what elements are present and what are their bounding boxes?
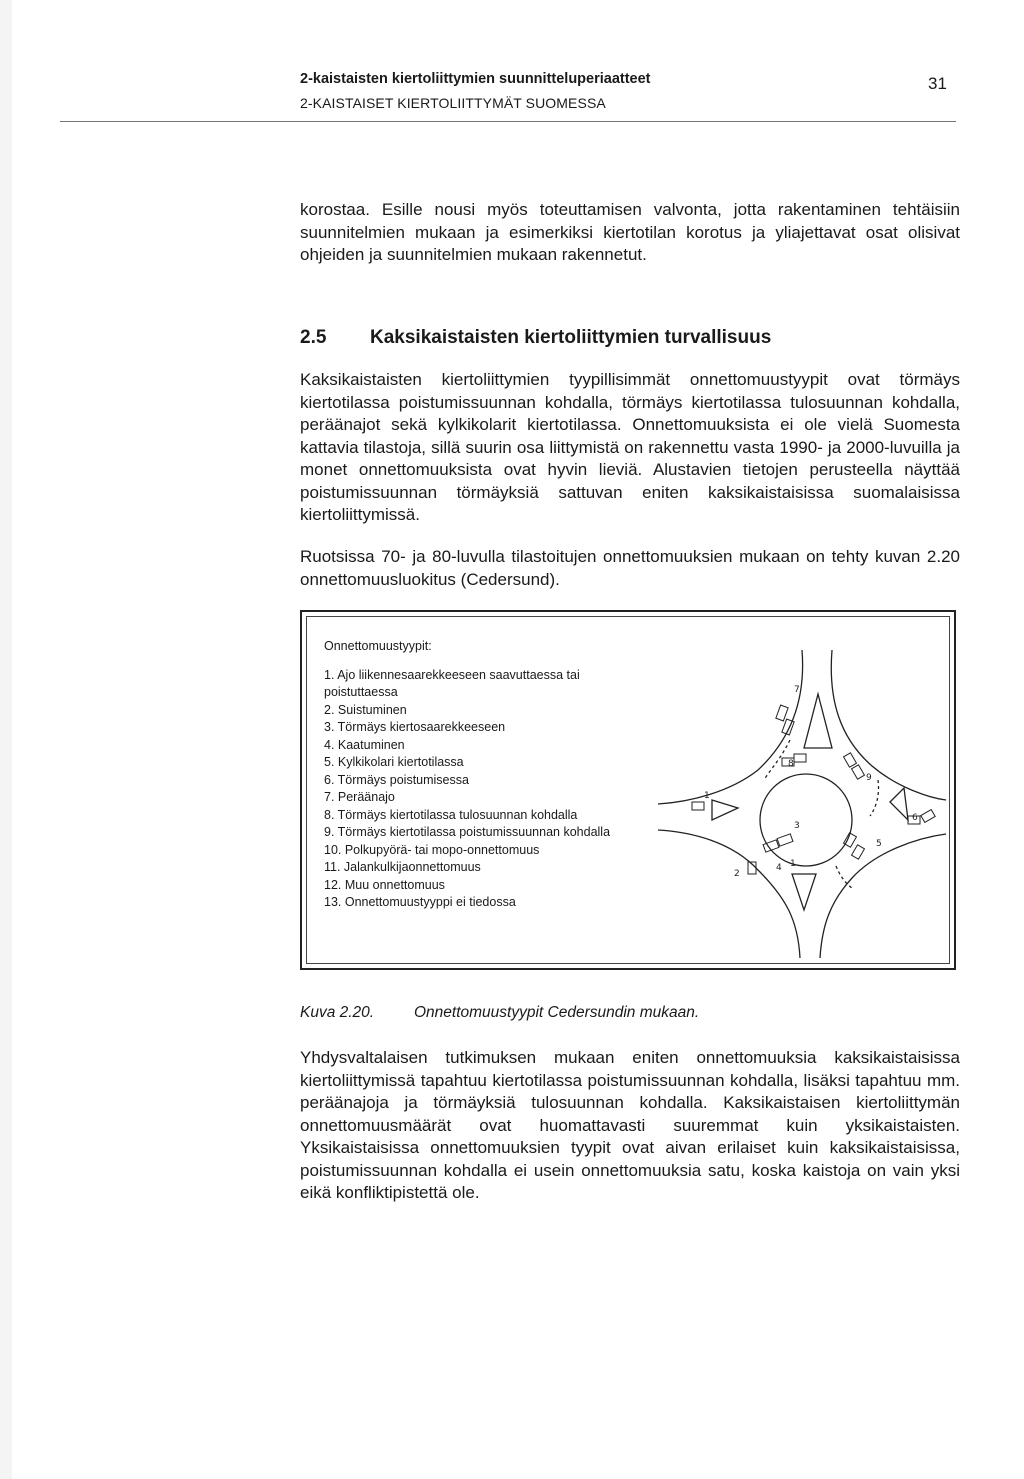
legend-item: 2. Suistuminen	[324, 702, 407, 717]
vehicle	[844, 753, 857, 767]
legend-item: 13. Onnettomuustyyppi ei tiedossa	[324, 895, 516, 909]
legend-item: 10. Polkupyörä- tai mopo-onnettomuus	[324, 842, 540, 857]
section-heading	[300, 327, 771, 349]
scan-edge	[0, 0, 12, 1479]
legend-item: 11. Jalankulkijaonnettomuus	[324, 860, 481, 874]
road-edge-south-west	[658, 830, 800, 958]
vehicle	[921, 810, 935, 823]
splitter-island-east	[890, 788, 908, 820]
diagram-label: 1	[790, 859, 796, 869]
diagram-label: 9	[866, 773, 872, 783]
roundabout-diagram	[640, 620, 952, 962]
vehicle	[852, 765, 865, 779]
trajectory-dash	[836, 866, 852, 888]
splitter-island-south	[792, 874, 816, 910]
vehicle-markers	[692, 705, 935, 874]
legend-item: 6. Törmäys poistumisessa	[324, 772, 469, 787]
vehicle	[852, 845, 865, 859]
diagram-label: 4	[776, 863, 782, 873]
paragraph-sweden: Ruotsissa 70- ja 80-luvulla tilastoitujen onnettomuuksien mukaan on tehty kuvan 2.20 onnettomuusluokitus (Cedersund).	[300, 547, 960, 589]
figure-caption-text: Onnettomuustyypit Cedersundin mukaan.	[414, 1004, 700, 1021]
section-number: 2.5	[300, 327, 327, 348]
vehicle	[794, 754, 806, 762]
road-edge-north-east	[831, 650, 946, 800]
diagram-label: 7	[794, 685, 800, 695]
diagram-label: 5	[876, 839, 882, 849]
splitter-island-west	[712, 800, 738, 820]
legend-item: 12. Muu onnettomuus	[324, 877, 445, 892]
legend-item: 3. Törmäys kiertosaarekkeeseen	[324, 720, 506, 734]
paragraph-usa-study: Yhdysvaltalaisen tutkimuksen mukaan eniten onnettomuuksia kaksikaistaisissa kiertoliittymissä tapahtuu kiertotilassa poistumissuunnan kohdalla, lisäksi tapahtuu mm. peräänajoja ja törmäyksiä tulosuunnan kohdalla. Kaksikaistaisen kiertoliittymän onnettomuusmäärät ovat huomattavasti suuremmat kuin yksikaistaisten. Yksikaistaisissa onnettomuuksien tyypit ovat aivan erilaiset kuin kaksikaistaisissa, poistumissuunnan kohdalla ei usein onnettomuuksia satu, koska kaistoja on vain yksi eikä konfliktipistettä ole.	[300, 1048, 960, 1202]
page-number: 31	[928, 74, 947, 93]
legend-item: 8. Törmäys kiertotilassa tulosuunnan kohdalla	[324, 807, 578, 822]
section-title: Kaksikaistaisten kiertoliittymien turvallisuus	[370, 327, 772, 348]
trajectory-dash	[870, 780, 879, 816]
legend-item: 4. Kaatuminen	[324, 737, 405, 752]
diagram-label: 1	[704, 791, 710, 801]
legend-item: 5. Kylkikolari kiertotilassa	[324, 755, 464, 769]
paragraph-accident-types: Kaksikaistaisten kiertoliittymien tyypillisimmät onnettomuustyypit ovat törmäys kiertotilassa poistumissuunnan kohdalla, törmäys kiertotilassa tulosuunnan kohdalla, peräänajot sekä kylkikolarit kiertotilassa. Onnettomuuksista ei ole vielä Suomesta kattavia tilastoja, sillä suurin osa liittymistä on rakennettu vasta 1990- ja 2000-luvuilla ja monet onnettomuuksista ovat hyvin lieviä. Alustavien tietojen perusteella näyttää poistumissuunnan törmäyksiä sattuvan eniten kaksikaistaisissa suomalaisissa kiertoliittymissä.	[300, 370, 960, 524]
legend-item: 9. Törmäys kiertotilassa poistumissuunnan kohdalla	[324, 825, 611, 839]
splitter-island-north	[804, 694, 832, 748]
central-island	[760, 774, 852, 866]
legend-title: Onnettomuustyypit:	[324, 639, 432, 653]
figure-caption-label: Kuva 2.20.	[300, 1004, 375, 1021]
diagram-label: 8	[788, 759, 794, 769]
header-divider	[60, 121, 956, 122]
legend-item: 1. Ajo liikennesaarekkeeseen saavuttaessa tai poistuttaessa	[324, 667, 580, 699]
vehicle	[777, 834, 793, 846]
legend-item: 7. Peräänajo	[324, 790, 395, 804]
paragraph-intro: korostaa. Esille nousi myös toteuttamisen valvonta, jotta rakentaminen tehtäisiin suunnitelmien mukaan ja esimerkiksi kiertotilan korotus ja yliajettavat osat olisivat ohjeiden ja suunnitelmien mukaan rakennetut.	[300, 200, 960, 264]
running-header-title: 2-kaistaisten kiertoliittymien suunnitteluperiaatteet	[300, 71, 651, 87]
diagram-label: 3	[794, 821, 800, 831]
vehicle	[692, 802, 704, 810]
running-header-subtitle: 2-KAISTAISET KIERTOLIITTYMÄT SUOMESSA	[300, 95, 606, 111]
figure-legend	[324, 638, 654, 912]
diagram-label: 2	[734, 869, 740, 879]
diagram-label: 6	[912, 813, 918, 823]
